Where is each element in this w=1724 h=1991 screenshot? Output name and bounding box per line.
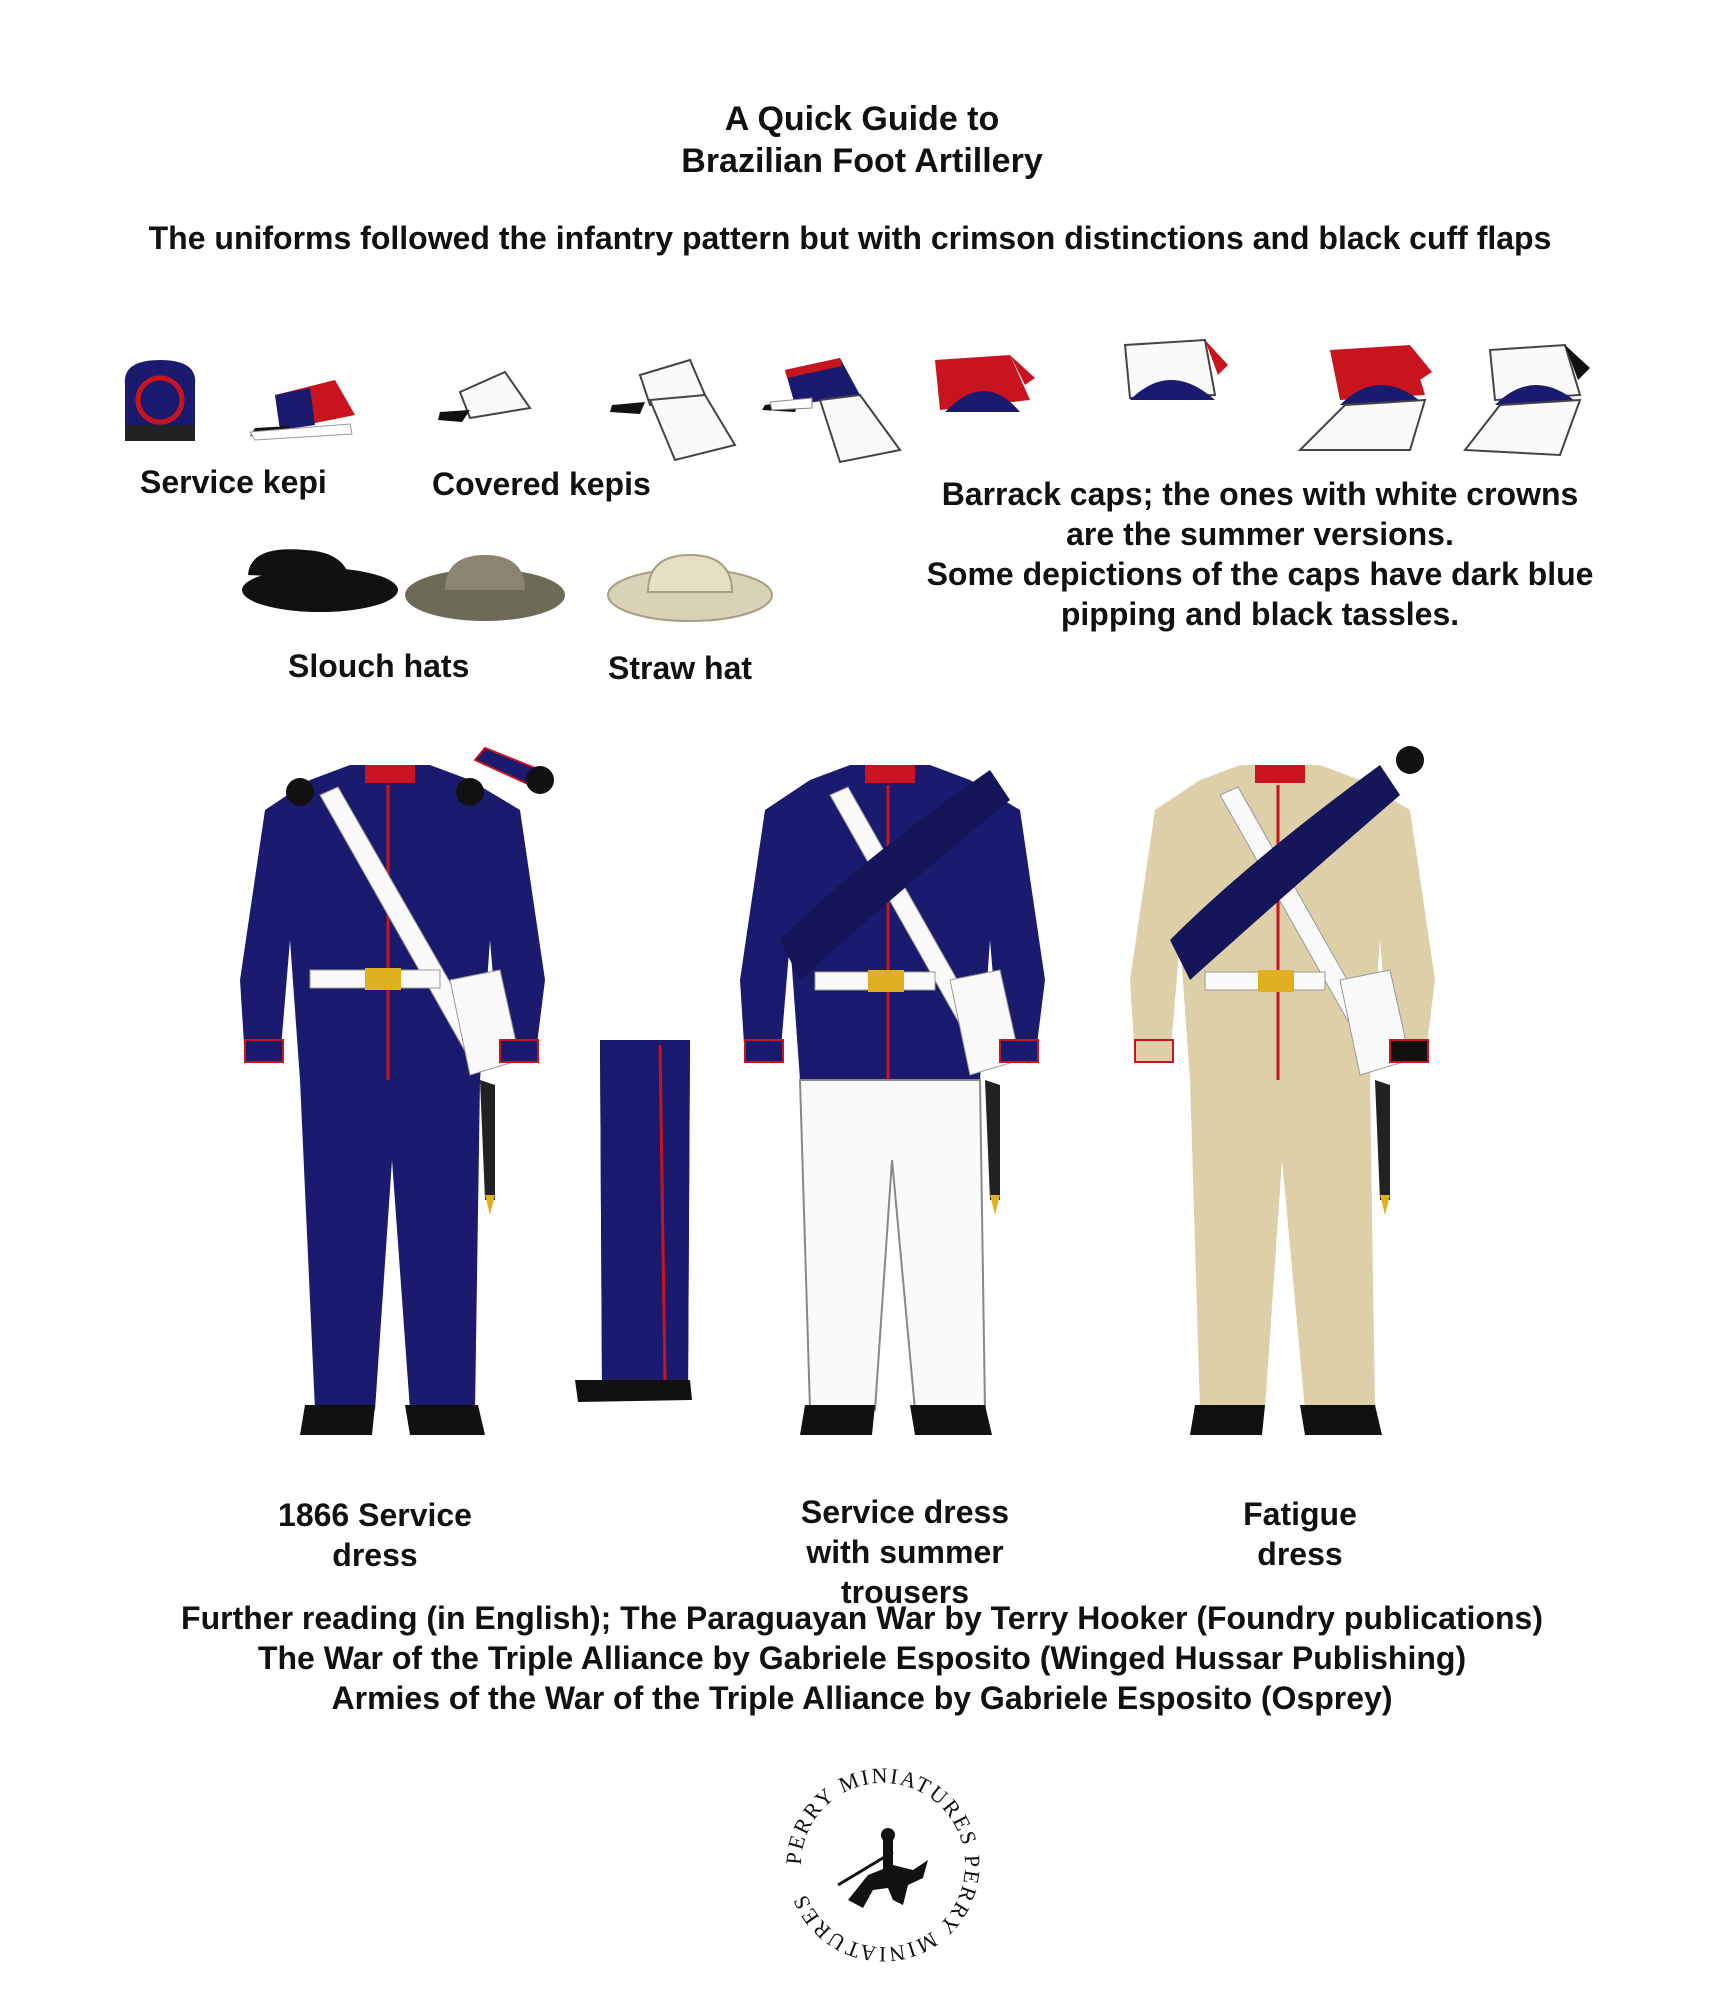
barrack-caps-caption bbox=[900, 474, 1620, 634]
further-reading bbox=[0, 1598, 1724, 1718]
barrack-cap-white-icon bbox=[1125, 340, 1228, 400]
barrack-cap-red-havelock-icon bbox=[1300, 345, 1432, 450]
fatigue-dress-figure bbox=[1130, 746, 1435, 1435]
barrack-cap-white-havelock-icon bbox=[1465, 345, 1590, 455]
page-subtitle: The uniforms followed the infantry pattern but with crimson distinctions and black cuff flaps bbox=[148, 220, 1552, 256]
covered-kepi-havelock-icon bbox=[610, 360, 735, 460]
epaulette-icon bbox=[475, 748, 554, 794]
barrack-caption-line: Some depictions of the caps have dark blue bbox=[926, 556, 1594, 592]
slouch-hat-black-icon bbox=[242, 549, 398, 612]
fatigue-dress-label-line: Fatigue bbox=[1243, 1496, 1357, 1532]
uniform-illustrations bbox=[0, 740, 1724, 1500]
reading-line: The War of the Triple Alliance by Gabriele Esposito (Winged Hussar Publishing) bbox=[257, 1640, 1467, 1676]
covered-kepi-icon bbox=[438, 372, 530, 422]
straw-hat-icon bbox=[608, 555, 772, 621]
fatigue-dress-label-line: dress bbox=[1257, 1536, 1343, 1572]
summer-dress-label-line: trousers bbox=[840, 1574, 970, 1610]
barrack-caption-line: pipping and black tassles. bbox=[1060, 596, 1460, 632]
title-line-2: Brazilian Foot Artillery bbox=[681, 142, 1043, 180]
reading-line: Armies of the War of the Triple Alliance by Gabriele Esposito (Osprey) bbox=[331, 1680, 1393, 1716]
barrack-caption-line: are the summer versions. bbox=[1066, 516, 1454, 552]
summer-dress-label-line: with summer bbox=[806, 1534, 1004, 1570]
barrack-caption-line: Barrack caps; the ones with white crowns bbox=[941, 476, 1579, 512]
kepi-havelock-icon bbox=[762, 358, 900, 462]
fatigue-dress-label bbox=[1165, 1494, 1435, 1574]
barrack-cap-red-icon bbox=[935, 355, 1035, 412]
reading-line: Further reading (in English); The Paraguayan War by Terry Hooker (Foundry publications) bbox=[181, 1600, 1543, 1636]
service-dress-label bbox=[240, 1495, 510, 1575]
summer-dress-label bbox=[770, 1492, 1040, 1610]
service-kepi-front-icon bbox=[125, 360, 195, 441]
service-kepi-label: Service kepi bbox=[140, 464, 327, 500]
slouch-hats-label: Slouch hats bbox=[288, 648, 470, 684]
service-dress-label-line: dress bbox=[332, 1537, 418, 1573]
summer-dress-label-line: Service dress bbox=[800, 1494, 1010, 1530]
slouch-hat-brown-icon bbox=[405, 555, 565, 621]
service-kepi-side-icon bbox=[250, 380, 355, 440]
service-dress-label-line: 1866 Service bbox=[278, 1497, 472, 1533]
logo-text: PERRY MINIATURES PERRY MINIATURES bbox=[780, 1762, 986, 1968]
straw-hat-label: Straw hat bbox=[608, 650, 753, 686]
title-line-1: A Quick Guide to bbox=[724, 100, 1000, 138]
perry-miniatures-logo bbox=[778, 1760, 988, 1970]
horseman-icon bbox=[838, 1828, 928, 1908]
svg-text:PERRY MINIATURES PERRY MINIATU bbox=[781, 1763, 985, 1967]
trousers-figure bbox=[575, 1040, 692, 1402]
service-dress-figure bbox=[240, 765, 545, 1435]
covered-kepis-label: Covered kepis bbox=[432, 466, 651, 502]
summer-dress-figure bbox=[740, 765, 1045, 1435]
